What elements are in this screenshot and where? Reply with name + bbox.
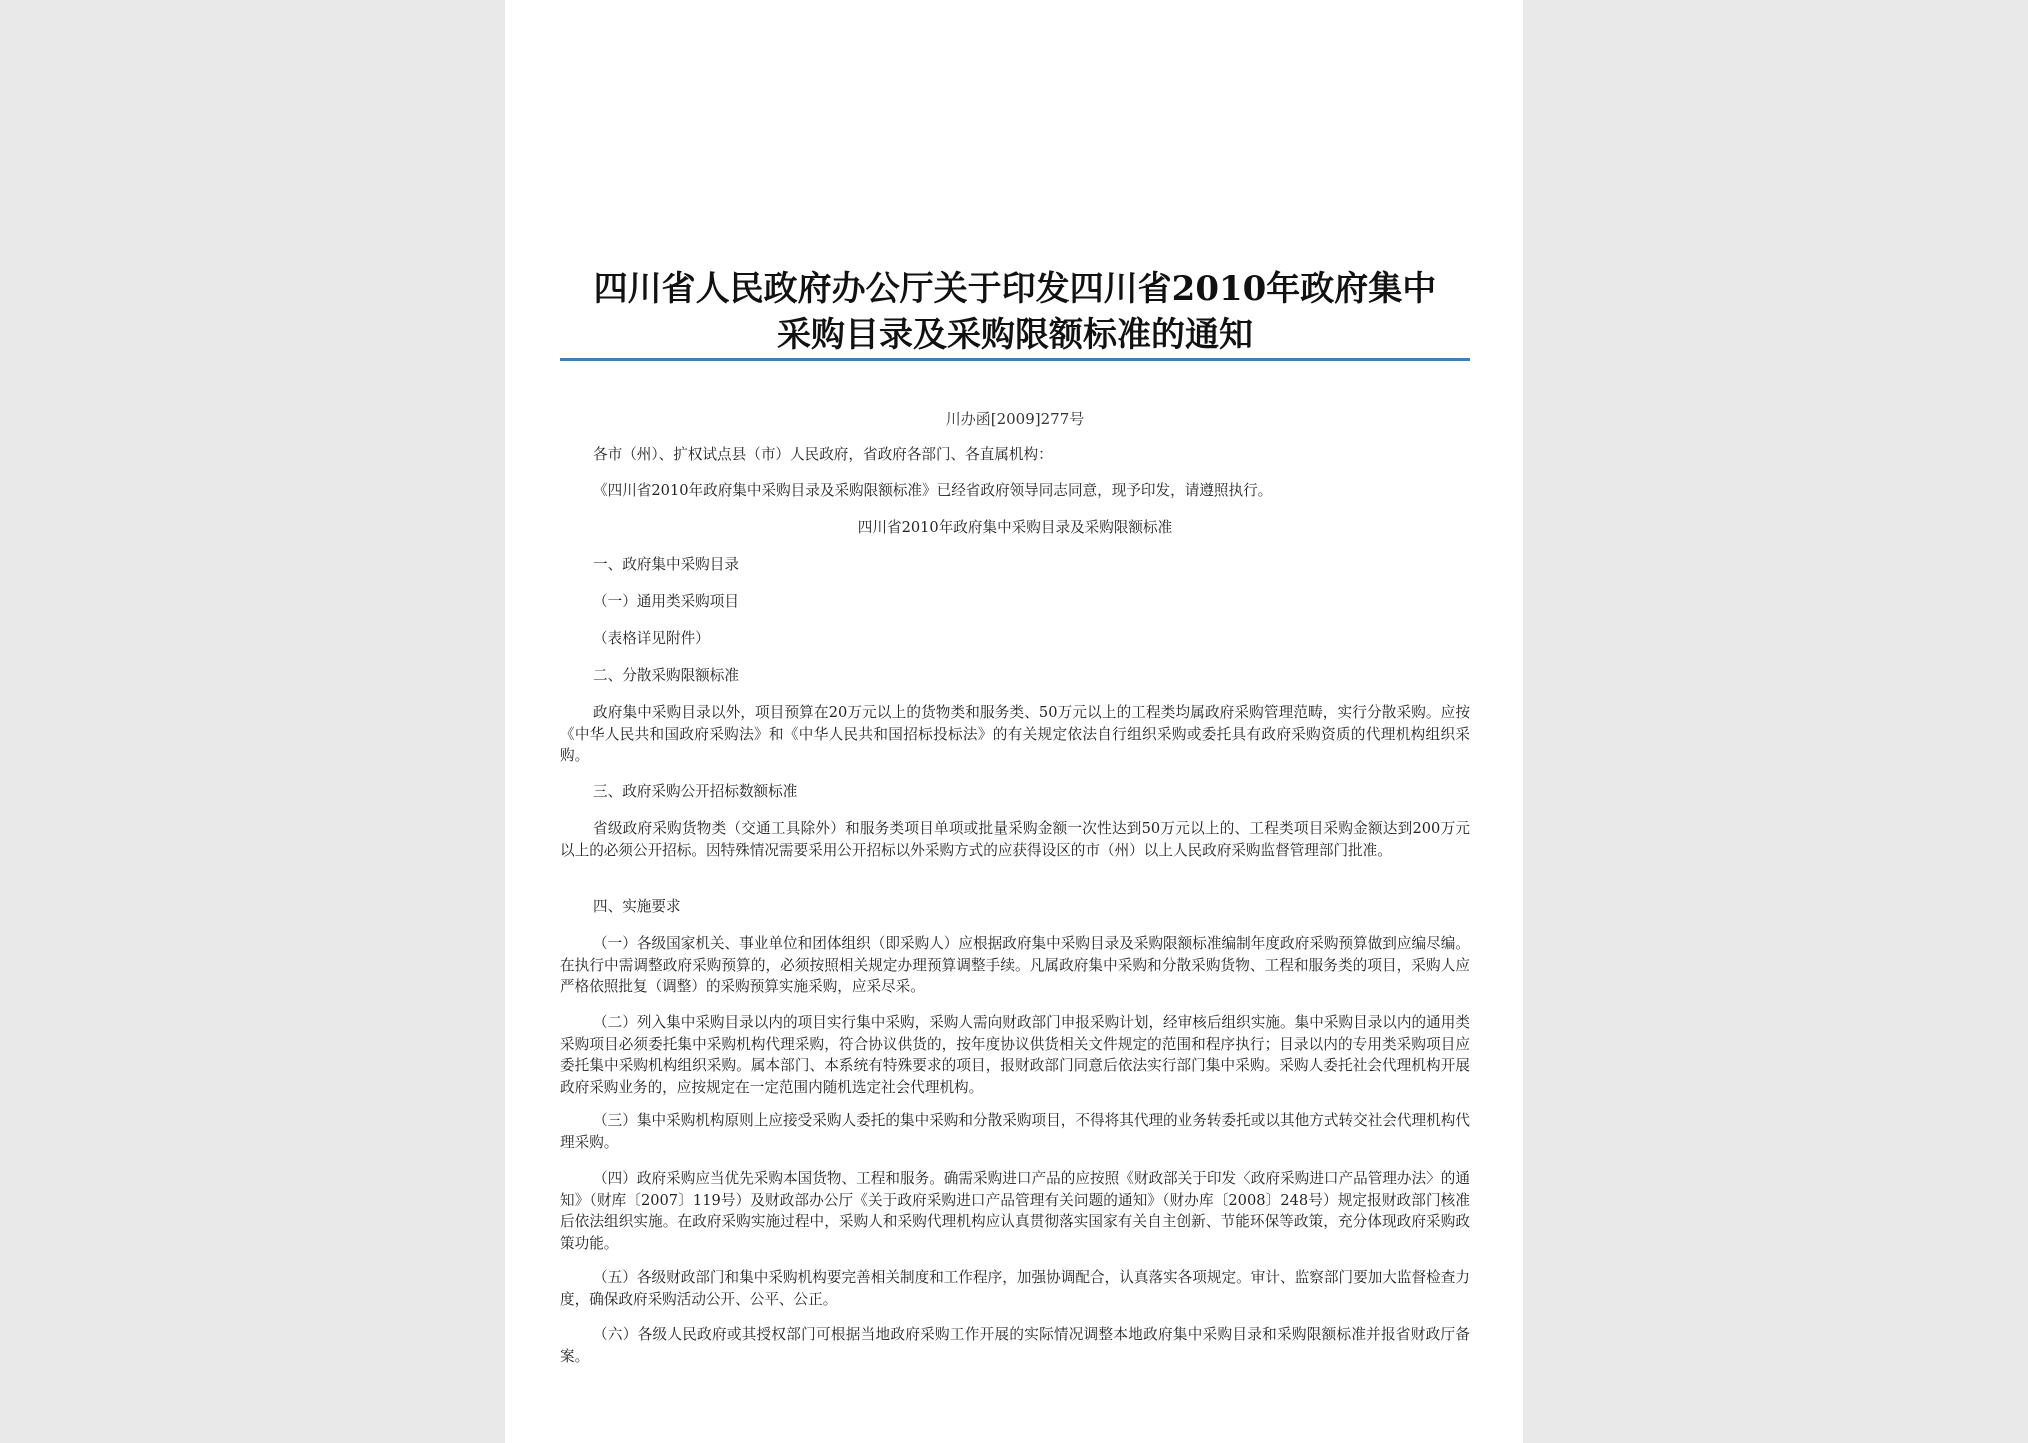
section-4-item-3: （三）集中采购机构原则上应接受采购人委托的集中采购和分散采购项目，不得将其代理的业务转委托或以其他方式转交社会代理机构代理采购。 [560,1112,1470,1151]
title-divider [560,358,1470,361]
intro-paragraph: 《四川省2010年政府集中采购目录及采购限额标准》已经省政府领导同志同意，现予印发，请遵照执行。 [593,482,1273,499]
section-2-heading: 二、分散采购限额标准 [593,667,739,684]
document-page [505,0,1523,1443]
section-3-body: 省级政府采购货物类（交通工具除外）和服务类项目单项或批量采购金额一次性达到50万元以上的、工程类项目采购金额达到200万元以上的必须公开招标。因特殊情况需要采用公开招标以外采购方式的应获得设区的市（州）以上人民政府采购监督管理部门批准。 [560,820,1470,859]
document-title [560,266,1470,358]
section-2-body: 政府集中采购目录以外，项目预算在20万元以上的货物类和服务类、50万元以上的工程类均属政府采购管理范畴，实行分散采购。应按《中华人民共和国政府采购法》和《中华人民共和国招标投标法》的有关规定依法自行组织采购或委托具有政府采购资质的代理机构组织采购。 [560,704,1470,764]
section-4-item-2: （二）列入集中采购目录以内的项目实行集中采购，采购人需向财政部门申报采购计划，经审核后组织实施。集中采购目录以内的通用类采购项目必须委托集中采购机构代理采购，符合协议供货的，按年度协议供货相关文件规定的范围和程序执行；目录以内的专用类采购项目应委托集中采购机构组织采购。属本部门、本系统有特殊要求的项目，报财政部门同意后依法实行部门集中采购。采购人委托社会代理机构开展政府采购业务的，应按规定在一定范围内随机选定社会代理机构。 [560,1014,1470,1096]
section-4-item-6: （六）各级人民政府或其授权部门可根据当地政府采购工作开展的实际情况调整本地政府集中采购目录和采购限额标准并报省财政厅备案。 [560,1326,1470,1365]
section-1-heading: 一、政府集中采购目录 [593,556,739,573]
section-4-heading: 四、实施要求 [593,898,681,915]
section-1-note: （表格详见附件） [593,630,710,647]
section-4-item-4: （四）政府采购应当优先采购本国货物、工程和服务。确需采购进口产品的应按照《财政部关于印发〈政府采购进口产品管理办法〉的通知》（财库〔2007〕119号）及财政部办公厅《关于政府采购进口产品管理有关问题的通知》（财办库〔2008〕248号）规定报财政部门核准后依法组织实施。在政府采购实施过程中，采购人和采购代理机构应认真贯彻落实国家有关自主创新、节能环保等政策，充分体现政府采购政策功能。 [560,1170,1470,1252]
title-line-1: 四川省人民政府办公厅关于印发四川省2010年政府集中 [593,269,1437,309]
section-1-subheading: （一）通用类采购项目 [593,593,739,610]
section-4-item-5: （五）各级财政部门和集中采购机构要完善相关制度和工作程序，加强协调配合，认真落实各项规定。审计、监察部门要加大监督检查力度，确保政府采购活动公开、公平、公正。 [560,1269,1470,1308]
document-number: 川办函[2009]277号 [945,410,1085,428]
section-3-heading: 三、政府采购公开招标数额标准 [593,783,798,800]
attachment-subtitle: 四川省2010年政府集中采购目录及采购限额标准 [857,519,1173,536]
title-line-2: 采购目录及采购限额标准的通知 [777,315,1253,355]
addressee: 各市（州）、扩权试点县（市）人民政府，省政府各部门、各直属机构： [593,446,1053,463]
section-4-item-1: （一）各级国家机关、事业单位和团体组织（即采购人）应根据政府集中采购目录及采购限额标准编制年度政府采购预算做到应编尽编。在执行中需调整政府采购预算的，必须按照相关规定办理预算调整手续。凡属政府集中采购和分散采购货物、工程和服务类的项目，采购人应严格依照批复（调整）的采购预算实施采购，应采尽采。 [560,935,1470,995]
